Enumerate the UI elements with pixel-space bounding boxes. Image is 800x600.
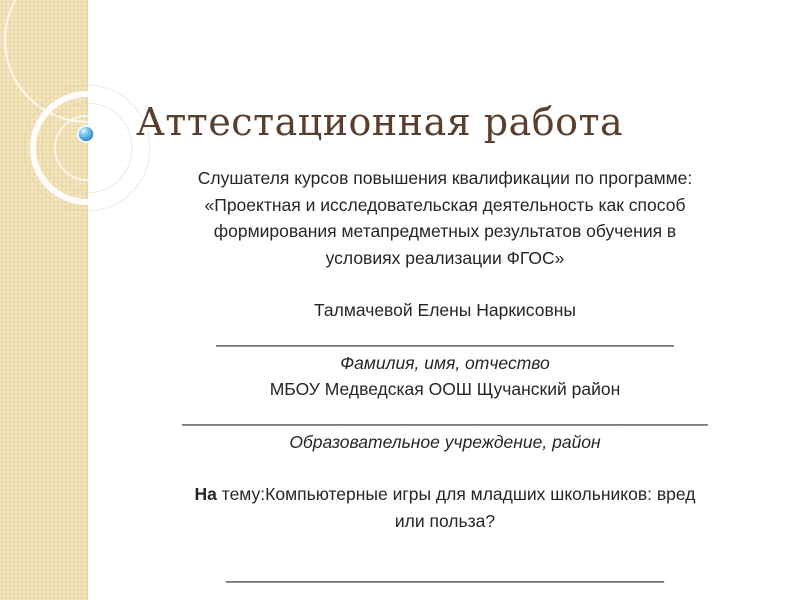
- topic-line-2: или польза?: [394, 510, 496, 531]
- decorative-side-strip: [0, 0, 87, 600]
- topic-title-part-1: Компьютерные игры для младших школьников: вред: [265, 484, 696, 504]
- strip-divider: [87, 0, 88, 600]
- school-caption: Образовательное учреждение, район: [289, 431, 601, 452]
- intro-line-2: «Проектная и исследовательская деятельность как способ: [204, 194, 686, 215]
- slide-title: Аттестационная работа: [136, 100, 624, 144]
- topic-prefix-bold: На: [194, 484, 217, 504]
- slide-body: [110, 165, 780, 586]
- school-name: МБОУ Медведская ООШ Щучанский район: [269, 379, 621, 399]
- author-name: Талмачевой Елены Наркисовны: [313, 300, 577, 320]
- intro-line-1: Слушателя курсов повышения квалификации по программе:: [197, 168, 693, 188]
- separator-line-1: _______________________________________________: [216, 326, 674, 347]
- separator-line-3: _____________________________________________: [226, 563, 664, 583]
- intro-line-3: формирования метапредметных результатов обучения в: [213, 221, 677, 241]
- topic-prefix-rest: тему:: [216, 484, 266, 504]
- name-caption: Фамилия, имя, отчество: [340, 352, 550, 373]
- separator-line-2: ______________________________________________________: [182, 405, 708, 426]
- intro-line-4: условиях реализации ФГОС»: [325, 247, 565, 268]
- topic-line-1: [110, 481, 780, 508]
